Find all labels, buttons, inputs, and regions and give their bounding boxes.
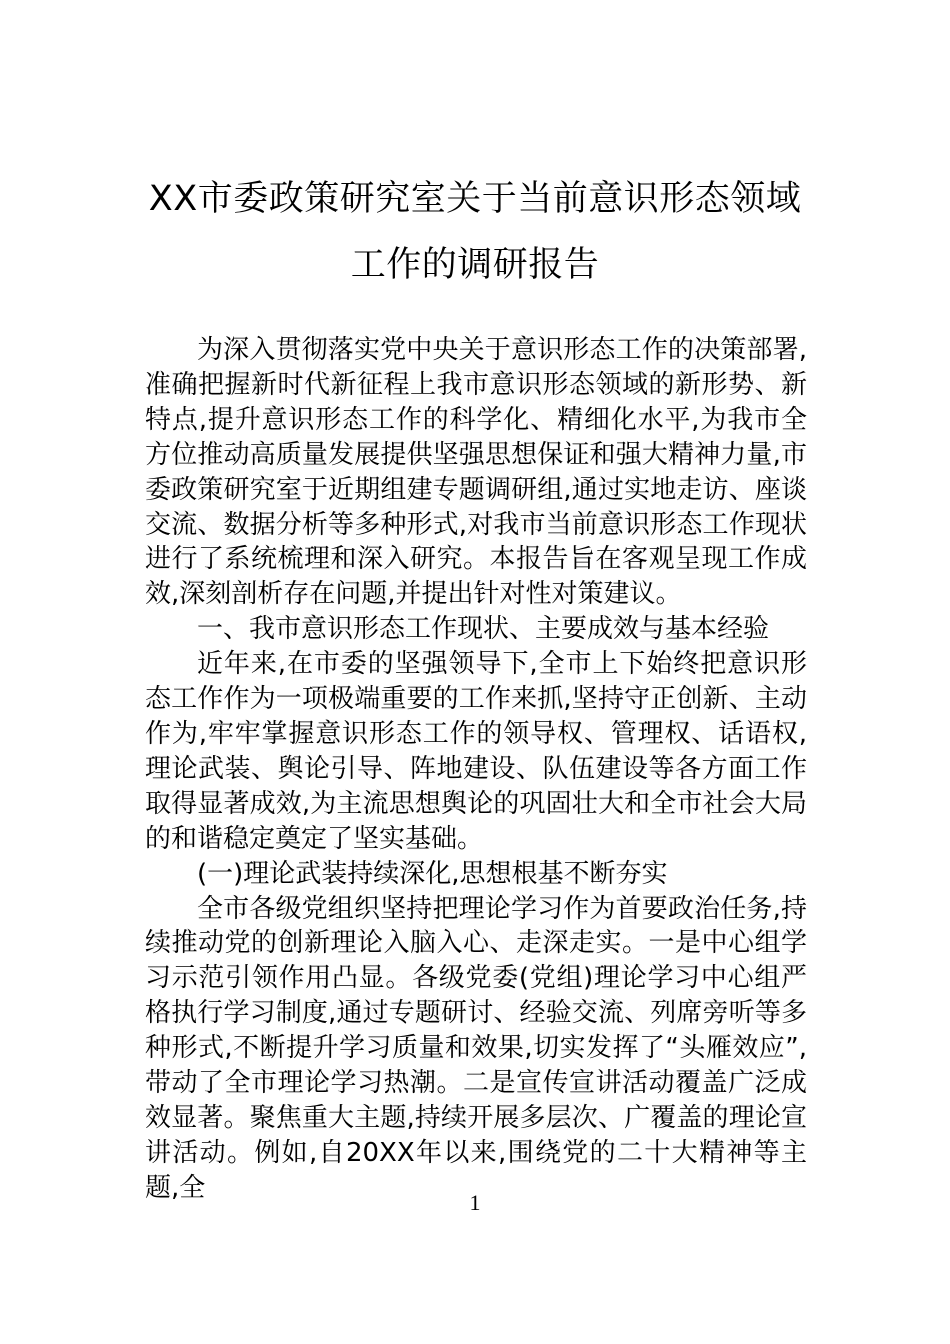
- page-number: 1: [469, 1190, 481, 1215]
- intro-paragraph: 为深入贯彻落实党中央关于意识形态工作的决策部署,准确把握新时代新征程上我市意识形态领域的新形势、新特点,提升意识形态工作的科学化、精细化水平,为我市全方位推动高质量发展提供坚强思想保证和强大精神力量,市委政策研究室于近期组建专题调研组,通过实地走访、座谈交流、数据分析等多种形式,对我市当前意识形态工作现状进行了系统梳理和深入研究。本报告旨在客观呈现工作成效,深刻剖析存在问题,并提出针对性对策建议。: [145, 335, 807, 610]
- subsection-1-paragraph: 全市各级党组织坚持把理论学习作为首要政治任务,持续推动党的创新理论入脑入心、走深走实。一是中心组学习示范引领作用凸显。各级党委(党组)理论学习中心组严格执行学习制度,通过专题研讨、经验交流、列席旁听等多种形式,不断提升学习质量和效果,切实发挥了“头雁效应”,带动了全市理论学习热潮。二是宣传宣讲活动覆盖广泛成效显著。聚焦重大主题,持续开展多层次、广覆盖的理论宣讲活动。例如,自20XX年以来,围绕党的二十大精神等主题,全: [145, 893, 807, 1203]
- report-title-line-1: XX市委政策研究室关于当前意识形态领域: [148, 179, 802, 219]
- section-1-paragraph: 近年来,在市委的坚强领导下,全市上下始终把意识形态工作作为一项极端重要的工作来抓,坚持守正创新、主动作为,牢牢掌握意识形态工作的领导权、管理权、话语权,理论武装、舆论引导、阵地建设、队伍建设等各方面工作取得显著成效,为主流思想舆论的巩固壮大和全市社会大局的和谐稳定奠定了坚实基础。: [145, 649, 807, 854]
- report-body: [145, 333, 807, 1206]
- report-title-line-2: 工作的调研报告: [350, 245, 600, 285]
- subsection-heading-1: (一)理论武装持续深化,思想根基不断夯实: [197, 858, 668, 889]
- section-heading-1: 一、我市意识形态工作现状、主要成效与基本经验: [197, 614, 770, 645]
